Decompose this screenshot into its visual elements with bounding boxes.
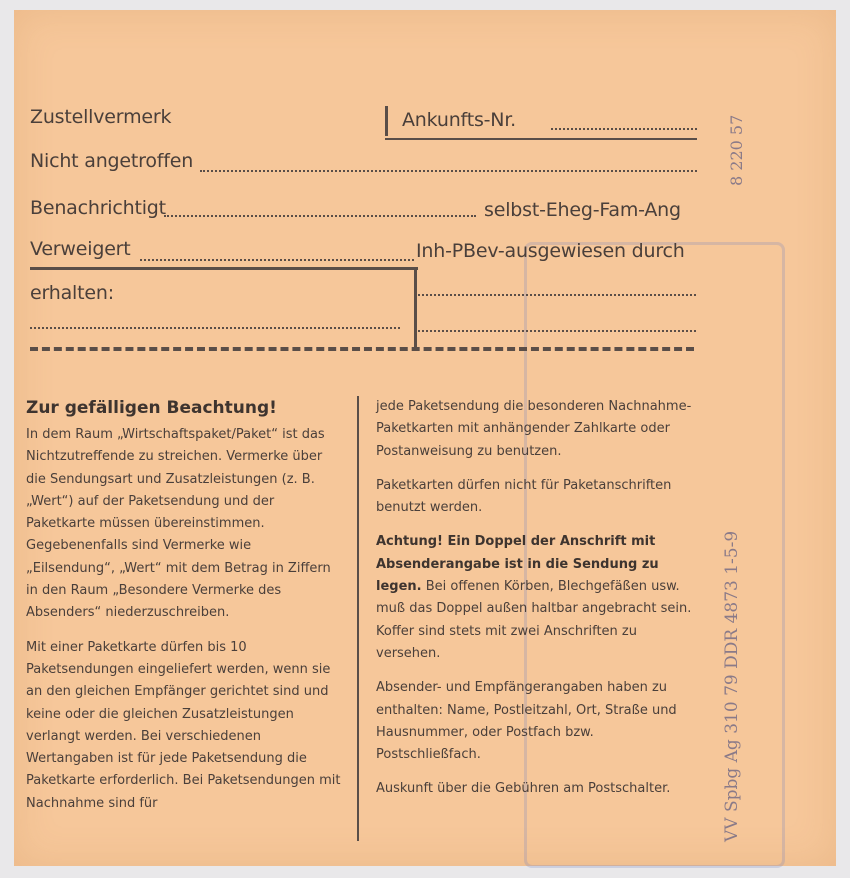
verweigert-label: Verweigert bbox=[30, 238, 131, 260]
instructions-heading: Zur gefälligen Beachtung! bbox=[26, 398, 277, 418]
nicht-angetroffen-label: Nicht angetroffen bbox=[30, 150, 194, 172]
benachrichtigt-field[interactable] bbox=[164, 215, 476, 217]
verweigert-field[interactable] bbox=[140, 259, 414, 261]
selbst-label: selbst-Eheg-Fam-Ang bbox=[484, 199, 681, 221]
achtung-bold: Achtung! Ein Doppel der Anschrift mit Absenderangabe ist in die Sendung zu legen. bbox=[376, 534, 659, 595]
right-instructions bbox=[376, 396, 694, 813]
left-instructions bbox=[26, 396, 344, 827]
right-paragraph-2: Paketkarten dürfen nicht für Paketanschriften benutzt werden. bbox=[376, 477, 672, 516]
form-bottom-rule bbox=[30, 347, 694, 351]
parcel-card bbox=[14, 10, 836, 866]
erhalten-divider bbox=[414, 267, 417, 349]
erhalten-field-2[interactable] bbox=[30, 327, 400, 329]
right-paragraph-1: jede Paketsendung die besonderen Nachnahme-Paketkarten mit anhängender Zahlkarte oder Postanweisung zu benutzen. bbox=[376, 399, 692, 459]
inh-label: Inh-PBev-ausgewiesen durch bbox=[416, 240, 685, 262]
erhalten-label: erhalten: bbox=[30, 282, 114, 304]
left-paragraph-1: In dem Raum „Wirtschaftspaket/Paket“ ist das Nichtzutreffende zu streichen. Vermerke über die Sendungsart und Zusatzleistungen (z. B. „Wert“) auf der Paketsendung und der Paketkarte müssen übereinstimmen. Gegebenenfalls sind Vermerke wie „Eilsendung“, „Wert“ mit dem Betrag in Ziffern in den Raum „Besondere Vermerke des Absenders“ niederzuschreiben. bbox=[26, 427, 331, 621]
right-paragraph-4: Absender- und Empfängerangaben haben zu enthalten: Name, Postleitzahl, Ort, Straße und Hausnummer, oder Postfach bzw. Postschließfach. bbox=[376, 680, 677, 763]
left-paragraph-2: Mit einer Paketkarte dürfen bis 10 Paketsendungen eingeliefert werden, wenn sie an den gleichen Empfänger gerichtet sind und keine oder die gleichen Zusatzleistungen verlangt werden. Bei verschiedenen Wertangaben ist für jede Paketsendung die Paketkarte erforderlich. Bei Paketsendungen mit Nachnahme sind für bbox=[26, 639, 341, 811]
zustellvermerk-label: Zustellvermerk bbox=[30, 106, 172, 128]
nicht-angetroffen-field[interactable] bbox=[200, 170, 697, 172]
right-paragraph-5: Auskunft über die Gebühren am Postschalter. bbox=[376, 781, 671, 797]
right-paragraph-3 bbox=[376, 531, 694, 665]
benachrichtigt-label: Benachrichtigt bbox=[30, 197, 166, 219]
ankunfts-divider bbox=[385, 106, 388, 136]
column-divider bbox=[357, 396, 359, 841]
erhalten-field-1[interactable] bbox=[418, 294, 696, 296]
achtung-rest: Bei offenen Körben, Blechgefäßen usw. muß das Doppel außen haltbar angebracht sein. Koffer sind stets mit zwei Anschriften zu versehen. bbox=[376, 579, 692, 661]
erhalten-top-rule bbox=[30, 267, 418, 270]
side-code: 8 220 57 bbox=[727, 114, 746, 186]
ankunfts-nr-field[interactable] bbox=[551, 128, 697, 130]
ankunfts-nr-label: Ankunfts-Nr. bbox=[402, 109, 517, 131]
erhalten-field-3[interactable] bbox=[418, 330, 696, 332]
printer-imprint: VV Spbg Ag 310 79 DDR 4873 1-5-9 bbox=[722, 530, 742, 842]
ankunfts-underline bbox=[385, 138, 697, 140]
